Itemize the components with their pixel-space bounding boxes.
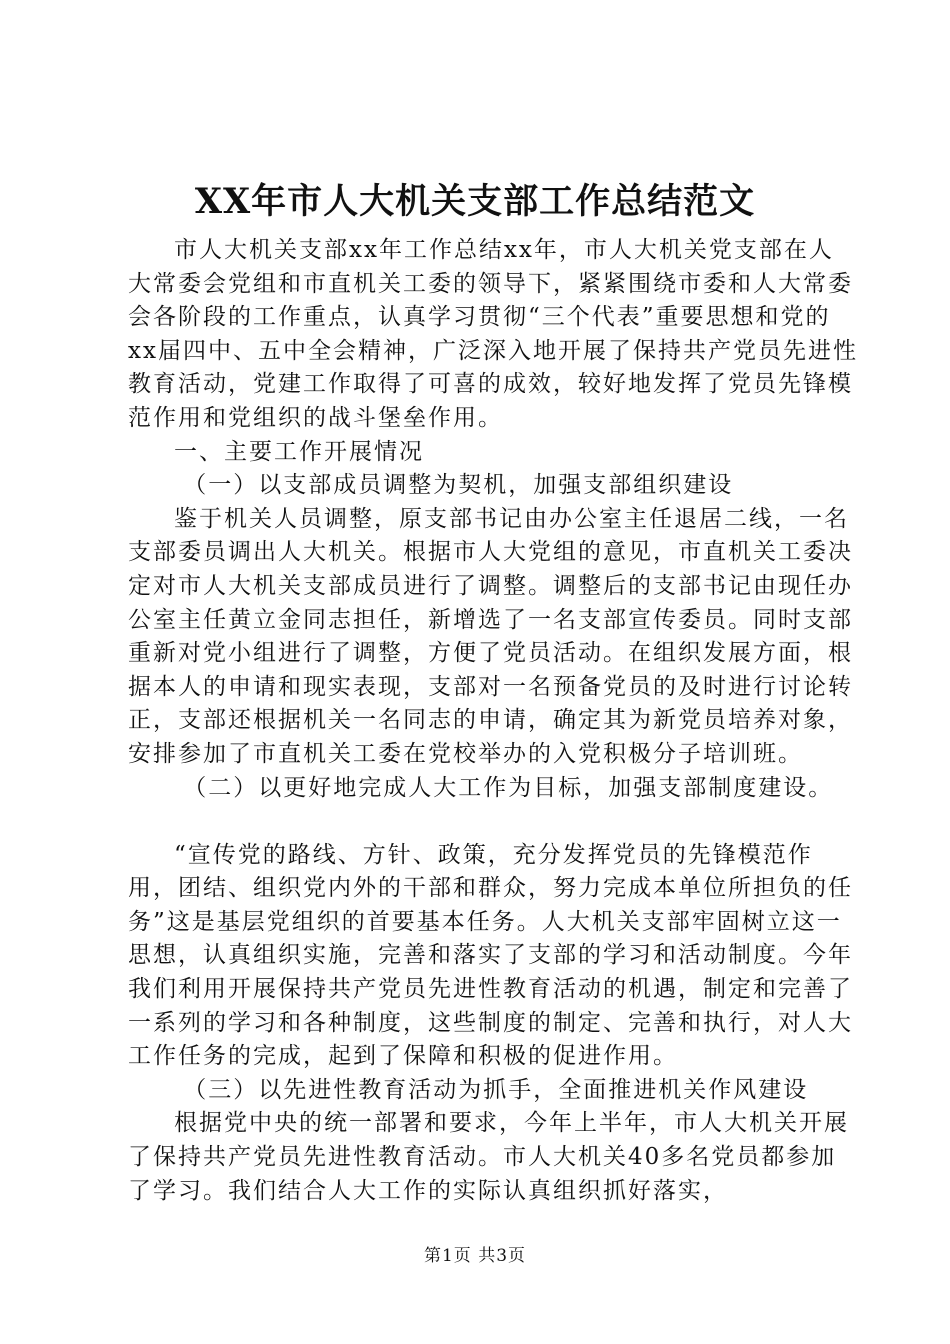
document-body [128,234,858,1208]
page-number-footer: 第1页 共3页 [423,1246,527,1266]
blank-line [128,805,858,839]
subsection-heading-2: （二）以更好地完成人大工作为目标，加强支部制度建设。 [183,774,834,801]
subsection-heading-1: （一）以支部成员调整为契机，加强支部组织建设 [183,472,734,499]
document-title: XX年市人大机关支部工作总结范文 [194,181,756,222]
body-paragraph-education: 根据党中央的统一部署和要求，今年上半年，市人大机关开展了保持共产党员先进性教育活动。市人大机关40多名党员都参加了学习。我们结合人大工作的实际认真组织抓好落实， [128,1110,849,1204]
section-heading-main-work: 一、主要工作开展情况 [174,438,424,465]
intro-paragraph: 市人大机关支部xx年工作总结xx年，市人大机关党支部在人大常委会党组和市直机关工委的领导下，紧紧围绕市委和人大常委会各阶段的工作重点，认真学习贯彻“三个代表”重要思想和党的xx届四中、五中全会精神，广泛深入地开展了保持共产党员先进性教育活动，党建工作取得了可喜的成效，较好地发挥了党员先锋模范作用和党组织的战斗堡垒作用。 [128,237,858,431]
body-paragraph-system: “宣传党的路线、方针、政策，充分发挥党员的先锋模范作用，团结、组织党内外的干部和群众，努力完成本单位所担负的任务”这是基层党组织的首要基本任务。人大机关支部牢固树立这一思想，认真组织实施，完善和落实了支部的学习和活动制度。今年我们利用开展保持共产党员先进性教育活动的机遇，制定和完善了一系列的学习和各种制度，这些制度的制定、完善和执行，对人大工作任务的完成，起到了保障和积极的促进作用。 [128,841,853,1070]
body-paragraph-organization: 鉴于机关人员调整，原支部书记由办公室主任退居二线，一名支部委员调出人大机关。根据市人大党组的意见，市直机关工委决定对市人大机关支部成员进行了调整。调整后的支部书记由现任办公室主任黄立金同志担任，新增选了一名支部宣传委员。同时支部重新对党小组进行了调整，方便了党员活动。在组织发展方面，根据本人的申请和现实表现，支部对一名预备党员的及时进行讨论转正，支部还根据机关一名同志的申请，确定其为新党员培养对象，安排参加了市直机关工委在党校举办的入党积极分子培训班。 [128,505,853,767]
subsection-heading-3: （三）以先进性教育活动为抓手，全面推进机关作风建设 [183,1076,809,1103]
